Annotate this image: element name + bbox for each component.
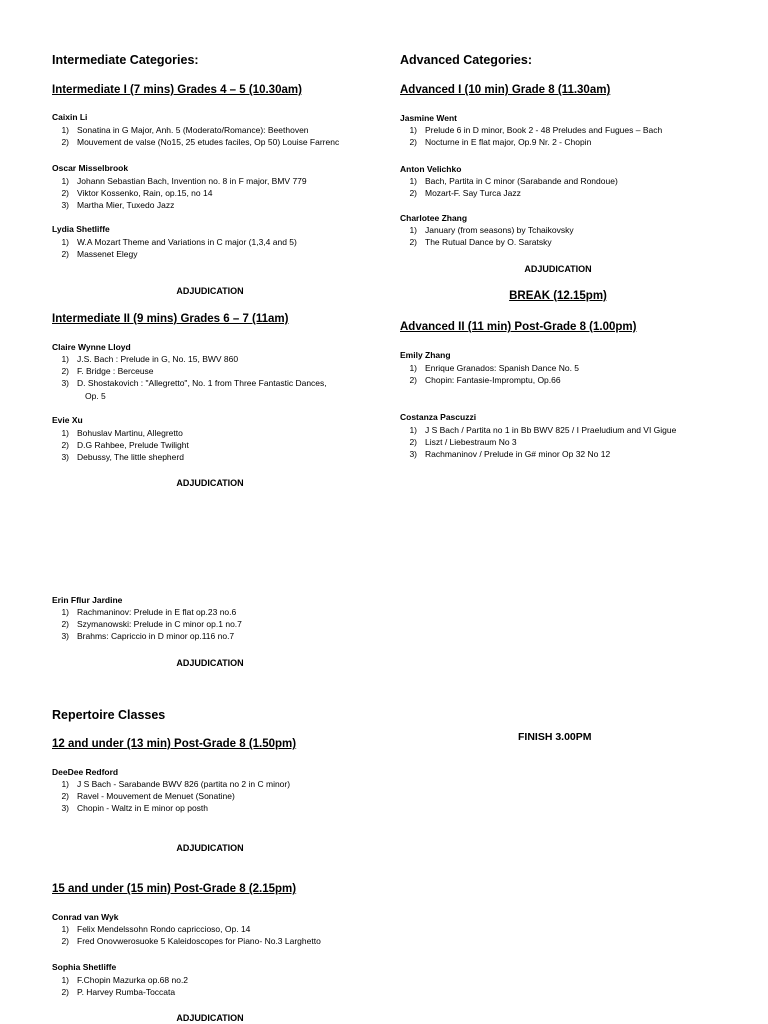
piece-list	[400, 424, 676, 461]
piece-item: 1) J S Bach / Partita no 1 in Bb BWV 825 / I Praeludium and VI Gigue	[409, 425, 677, 435]
performer-name: Emily Zhang	[400, 350, 451, 360]
piece-item: 2) D.G Rahbee, Prelude Twilight	[61, 440, 189, 451]
piece-item: 1) Felix Mendelssohn Rondo capriccioso, Op. 14	[61, 924, 251, 934]
piece-item: 1) Bach, Partita in C minor (Sarabande and Rondoue)	[409, 176, 618, 186]
adjudication-label: ADJUDICATION	[176, 658, 244, 668]
piece-list	[400, 362, 579, 386]
performer-name: Anton Velichko	[400, 164, 462, 174]
intermediate-2-title: Intermediate II (9 mins) Grades 6 – 7 (11am)	[52, 313, 289, 325]
piece-item: 2) Fred Onovwerosuoke 5 Kaleidoscopes for Piano- No.3 Larghetto	[61, 936, 321, 947]
piece-list	[400, 124, 662, 148]
repertoire-heading: Repertoire Classes	[52, 708, 166, 722]
piece-continuation: Op. 5	[85, 390, 106, 401]
piece-list	[52, 778, 290, 815]
performer-name: Costanza Pascuzzi	[400, 412, 477, 422]
repertoire-15-title: 15 and under (15 min) Post-Grade 8 (2.15pm)	[52, 883, 297, 895]
advanced-1-title: Advanced I (10 min) Grade 8 (11.30am)	[400, 84, 611, 96]
performer-name: Sophia Shetliffe	[52, 962, 117, 972]
piece-item: 3) Rachmaninov / Prelude in G# minor Op 32 No 12	[409, 449, 611, 460]
piece-item: 3) Brahms: Capriccio in D minor op.116 no.7	[61, 631, 235, 642]
performer-name: Erin Fflur Jardine	[52, 595, 123, 605]
advanced-2-title: Advanced II (11 min) Post-Grade 8 (1.00pm)	[400, 321, 637, 333]
piece-list	[52, 923, 321, 947]
advanced-heading: Advanced Categories:	[400, 53, 532, 67]
piece-list	[52, 236, 297, 260]
finish-label: FINISH 3.00PM	[518, 731, 592, 743]
adjudication-label: ADJUDICATION	[176, 843, 244, 853]
piece-item: 1) Bohuslav Martinu, Allegretto	[61, 428, 183, 438]
piece-list	[52, 353, 327, 402]
piece-item: 3) Chopin - Waltz in E minor op posth	[61, 803, 209, 814]
performer-name: Evie Xu	[52, 415, 83, 425]
performer-name: Conrad van Wyk	[52, 912, 119, 922]
piece-item: 2) F. Bridge : Berceuse	[61, 366, 154, 377]
adjudication-label: ADJUDICATION	[176, 1013, 244, 1023]
piece-item: 1) Rachmaninov: Prelude in E flat op.23 no.6	[61, 607, 237, 617]
piece-item: 2) Chopin: Fantasie-Impromptu, Op.66	[409, 375, 561, 386]
piece-item: 2) Mouvement de valse (No15, 25 etudes faciles, Op 50) Louise Farrenc	[61, 137, 340, 148]
adjudication-label: ADJUDICATION	[176, 286, 244, 296]
piece-list	[400, 175, 618, 199]
intermediate-1-title: Intermediate I (7 mins) Grades 4 – 5 (10.30am)	[52, 84, 302, 96]
piece-item: 1) Sonatina in G Major, Anh. 5 (Moderato/Romance): Beethoven	[61, 125, 309, 135]
piece-list	[52, 175, 307, 212]
piece-item: 2) Mozart-F. Say Turca Jazz	[409, 188, 521, 199]
piece-item: 3) Debussy, The little shepherd	[61, 452, 184, 463]
intermediate-heading: Intermediate Categories:	[52, 53, 199, 67]
piece-item: 2) Szymanowski: Prelude in C minor op.1 no.7	[61, 619, 242, 630]
piece-item: 2) Massenet Elegy	[61, 249, 138, 260]
piece-item: 1) January (from seasons) by Tchaikovsky	[409, 225, 574, 235]
adjudication-label: ADJUDICATION	[524, 264, 592, 274]
piece-item: 1) Prelude 6 in D minor, Book 2 - 48 Preludes and Fugues – Bach	[409, 125, 663, 135]
piece-item: 1) W.A Mozart Theme and Variations in C major (1,3,4 and 5)	[61, 237, 297, 247]
performer-name: DeeDee Redford	[52, 767, 119, 777]
piece-item: 2) Nocturne in E flat major, Op.9 Nr. 2 - Chopin	[409, 137, 592, 148]
piece-item: 3) D. Shostakovich : "Allegretto", No. 1 from Three Fantastic Dances,	[61, 378, 327, 389]
performer-name: Lydia Shetliffe	[52, 224, 110, 234]
piece-item: 1) J.S. Bach : Prelude in G, No. 15, BWV 860	[61, 354, 239, 364]
piece-item: 1) J S Bach - Sarabande BWV 826 (partita no 2 in C minor)	[61, 779, 291, 789]
performer-name: Oscar Misselbrook	[52, 163, 129, 173]
break-label: BREAK (12.15pm)	[509, 290, 607, 302]
piece-item: 1) Johann Sebastian Bach, Invention no. 8 in F major, BMV 779	[61, 176, 307, 186]
piece-item: 2) P. Harvey Rumba-Toccata	[61, 987, 176, 998]
piece-list	[52, 124, 339, 148]
piece-item: 1) F.Chopin Mazurka op.68 no.2	[61, 975, 189, 985]
piece-item: 2) Liszt / Liebestraum No 3	[409, 437, 517, 448]
piece-item: 2) Viktor Kossenko, Rain, op.15, no 14	[61, 188, 213, 199]
performer-name: Charlotee Zhang	[400, 213, 468, 223]
piece-list	[52, 606, 242, 643]
performer-name: Caixin Li	[52, 112, 88, 122]
piece-item: 2) The Rutual Dance by O. Saratsky	[409, 237, 552, 248]
performer-name: Jasmine Went	[400, 113, 458, 123]
performer-name: Claire Wynne Lloyd	[52, 342, 131, 352]
piece-list	[400, 224, 574, 248]
adjudication-label: ADJUDICATION	[176, 478, 244, 488]
piece-item: 1) Enrique Granados: Spanish Dance No. 5	[409, 363, 580, 373]
repertoire-12-title: 12 and under (13 min) Post-Grade 8 (1.50pm)	[52, 738, 297, 750]
piece-item: 3) Martha Mier, Tuxedo Jazz	[61, 200, 175, 211]
piece-item: 2) Ravel - Mouvement de Menuet (Sonatine)	[61, 791, 235, 802]
piece-list	[52, 974, 188, 998]
piece-list	[52, 427, 189, 464]
